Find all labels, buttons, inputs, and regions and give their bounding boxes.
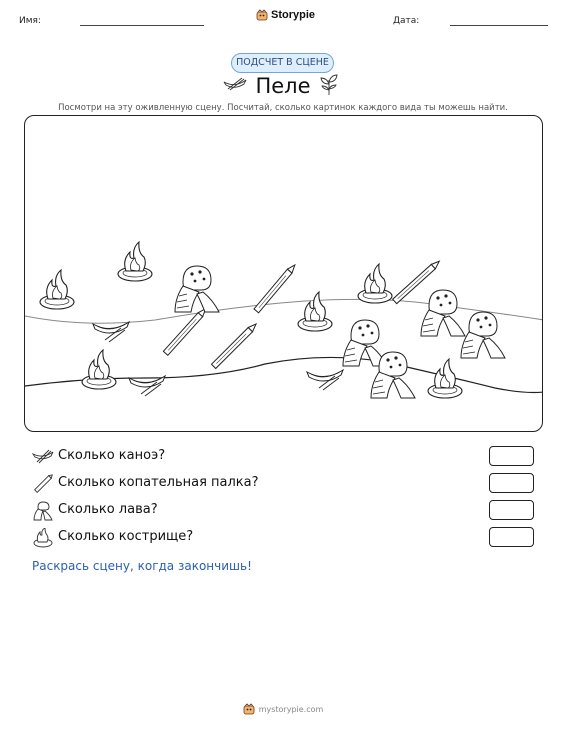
question-row <box>32 527 537 549</box>
question-text: Сколько лава? <box>58 502 158 517</box>
answer-box-canoe[interactable] <box>489 446 534 466</box>
instructions: Посмотри на эту оживленную сцену. Посчитай, сколько картинок каждого вида ты можешь найти. <box>58 103 508 113</box>
category-badge: ПОДСЧЕТ В СЦЕНЕ <box>231 53 334 73</box>
date-label: Дата: <box>393 16 420 26</box>
scene-drawing <box>25 116 543 432</box>
storypie-logo-icon <box>256 9 268 21</box>
canoe <box>129 376 165 396</box>
digging-stick <box>211 322 258 369</box>
campfire <box>40 270 74 309</box>
lava <box>421 290 465 336</box>
counting-scene <box>24 115 543 432</box>
question-text: Сколько кострище? <box>58 529 194 544</box>
question-row <box>32 473 537 495</box>
answer-box-lava[interactable] <box>489 500 534 520</box>
lava <box>175 266 219 312</box>
campfire <box>358 264 392 303</box>
footer-url[interactable]: mystorypie.com <box>258 704 324 714</box>
campfire <box>118 242 152 281</box>
sprout-icon <box>318 72 340 96</box>
question-row <box>32 446 537 468</box>
footer <box>0 703 566 715</box>
campfire <box>82 350 116 389</box>
page-title: Пеле <box>255 74 311 98</box>
digging-stick-icon <box>32 474 54 494</box>
answer-box-campfire[interactable] <box>489 527 534 547</box>
date-field[interactable] <box>450 25 548 26</box>
coloring-prompt: Раскрась сцену, когда закончишь! <box>32 559 252 573</box>
canoe-icon <box>32 447 54 465</box>
lava <box>461 312 505 358</box>
digging-stick <box>254 263 297 313</box>
brand <box>256 9 315 21</box>
campfire-icon <box>32 528 54 548</box>
campfire <box>298 292 332 331</box>
digging-stick <box>163 307 208 356</box>
name-field[interactable] <box>80 25 204 26</box>
name-label: Имя: <box>19 16 41 26</box>
lava-icon <box>32 501 54 521</box>
question-text: Сколько каноэ? <box>58 448 166 463</box>
title-row <box>0 72 566 102</box>
canoe <box>93 322 129 342</box>
brand-name: Storypie <box>271 9 316 21</box>
storypie-logo-icon <box>243 703 255 715</box>
question-text: Сколько копательная палка? <box>58 475 259 490</box>
answer-box-digging-stick[interactable] <box>489 473 534 493</box>
canoe <box>307 370 343 390</box>
question-row <box>32 500 537 522</box>
